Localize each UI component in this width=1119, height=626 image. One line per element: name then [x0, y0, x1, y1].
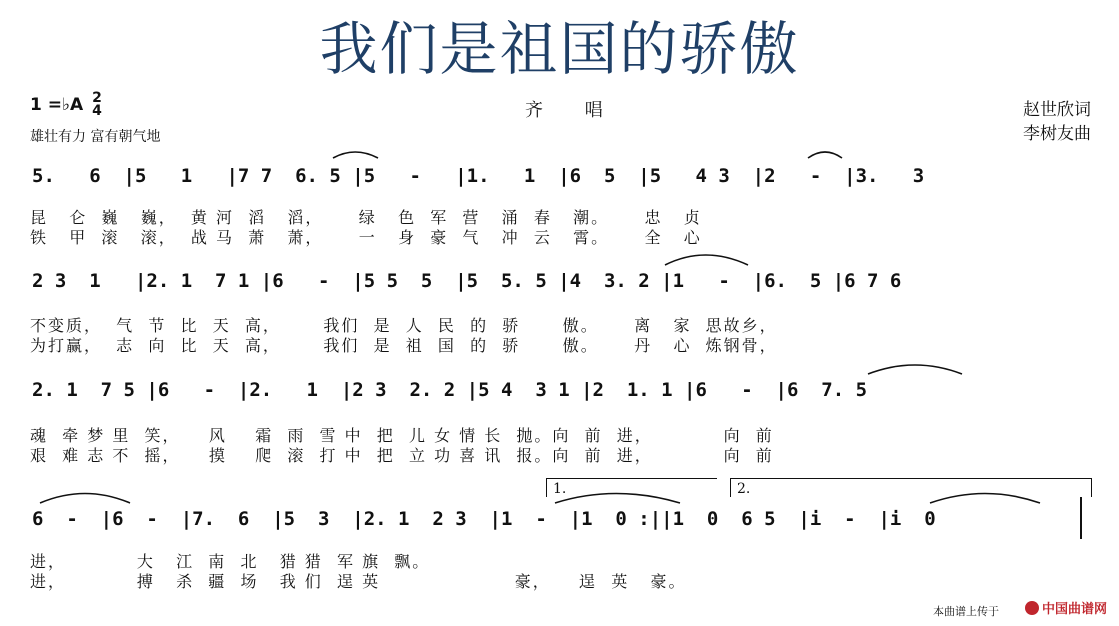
slur-row3 [868, 365, 962, 374]
composer: 李树友曲 [1023, 124, 1091, 144]
final-barline [1080, 497, 1082, 539]
tempo-marking: 雄壮有力 富有朝气地 [30, 129, 161, 145]
score-row-3-notes: 2. 1 7 5 |6 - |2. 1 |2 3 2. 2 |5 4 3 1 |2 1. 1 |6 - |6 7. 5 [32, 379, 868, 401]
volta-2-label: 2. [737, 481, 751, 497]
slur-row4-c [930, 494, 1040, 504]
score-row-4-lyrics-verse1: 进， 大 江 南 北 猎 猎 军 旗 飘。 [30, 552, 431, 571]
slur-row4-a [40, 494, 130, 504]
logo-text: 中国曲谱网 [1041, 602, 1107, 617]
slur-row4-b [555, 494, 680, 504]
time-bottom: 4 [92, 103, 102, 119]
score-row-2-lyrics-verse2: 为打赢， 志 向 比 天 高， 我们 是 祖 国 的 骄 傲。 丹 心 炼钢骨， [30, 336, 778, 355]
score-row-2-lyrics-verse1: 不变质， 气 节 比 天 高， 我们 是 人 民 的 骄 傲。 离 家 思故乡， [30, 316, 778, 335]
score-row-4-notes: 6 - |6 - |7. 6 |5 3 |2. 1 2 3 |1 - |1 0 :||1 0 6 5 |i - |i 0 [32, 508, 936, 530]
score-row-1-lyrics-verse2: 铁 甲 滚 滚， 战 马 萧 萧， 一 身 豪 气 冲 云 霄。 全 心 [30, 228, 702, 247]
score-row-1-notes: 5. 6 |5 1 |7 7 6. 5 |5 - |1. 1 |6 5 |5 4 3 |2 - |3. 3 [32, 165, 925, 187]
logo-icon [1025, 601, 1039, 615]
score-row-1-lyrics-verse1: 昆 仑 巍 巍， 黄 河 滔 滔， 绿 色 军 营 涌 春 潮。 忠 贞 [30, 208, 702, 227]
song-title: 我们是祖国的骄傲 [319, 15, 800, 83]
lyricist: 赵世欣词 [1023, 100, 1091, 120]
time-top: 2 [92, 90, 102, 106]
slur-row1-b [808, 152, 842, 158]
score-row-2-notes: 2 3 1 |2. 1 7 1 |6 - |5 5 5 |5 5. 5 |4 3. 2 |1 - |6. 5 |6 7 6 [32, 270, 902, 292]
score-row-3-lyrics-verse1: 魂 牵 梦 里 笑， 风 霜 雨 雪 中 把 儿 女 情 长 抛。向 前 进， 向 前 [30, 426, 774, 445]
footer-text: 本曲谱上传于 [933, 605, 999, 618]
performance-label: 齐 唱 [525, 100, 621, 121]
score-row-3-lyrics-verse2: 艰 难 志 不 摇， 摸 爬 滚 打 中 把 立 功 喜 讯 报。向 前 进， 向 前 [30, 446, 774, 465]
key-label: 1 =♭A [30, 95, 84, 115]
site-logo [1025, 598, 1107, 617]
slur-row1-a [333, 152, 378, 158]
score-row-4-lyrics-verse2: 进， 搏 杀 疆 场 我 们 逞 英 豪， 逞 英 豪。 [30, 572, 687, 591]
volta-1-label: 1. [553, 481, 567, 497]
slur-row2 [665, 255, 748, 265]
